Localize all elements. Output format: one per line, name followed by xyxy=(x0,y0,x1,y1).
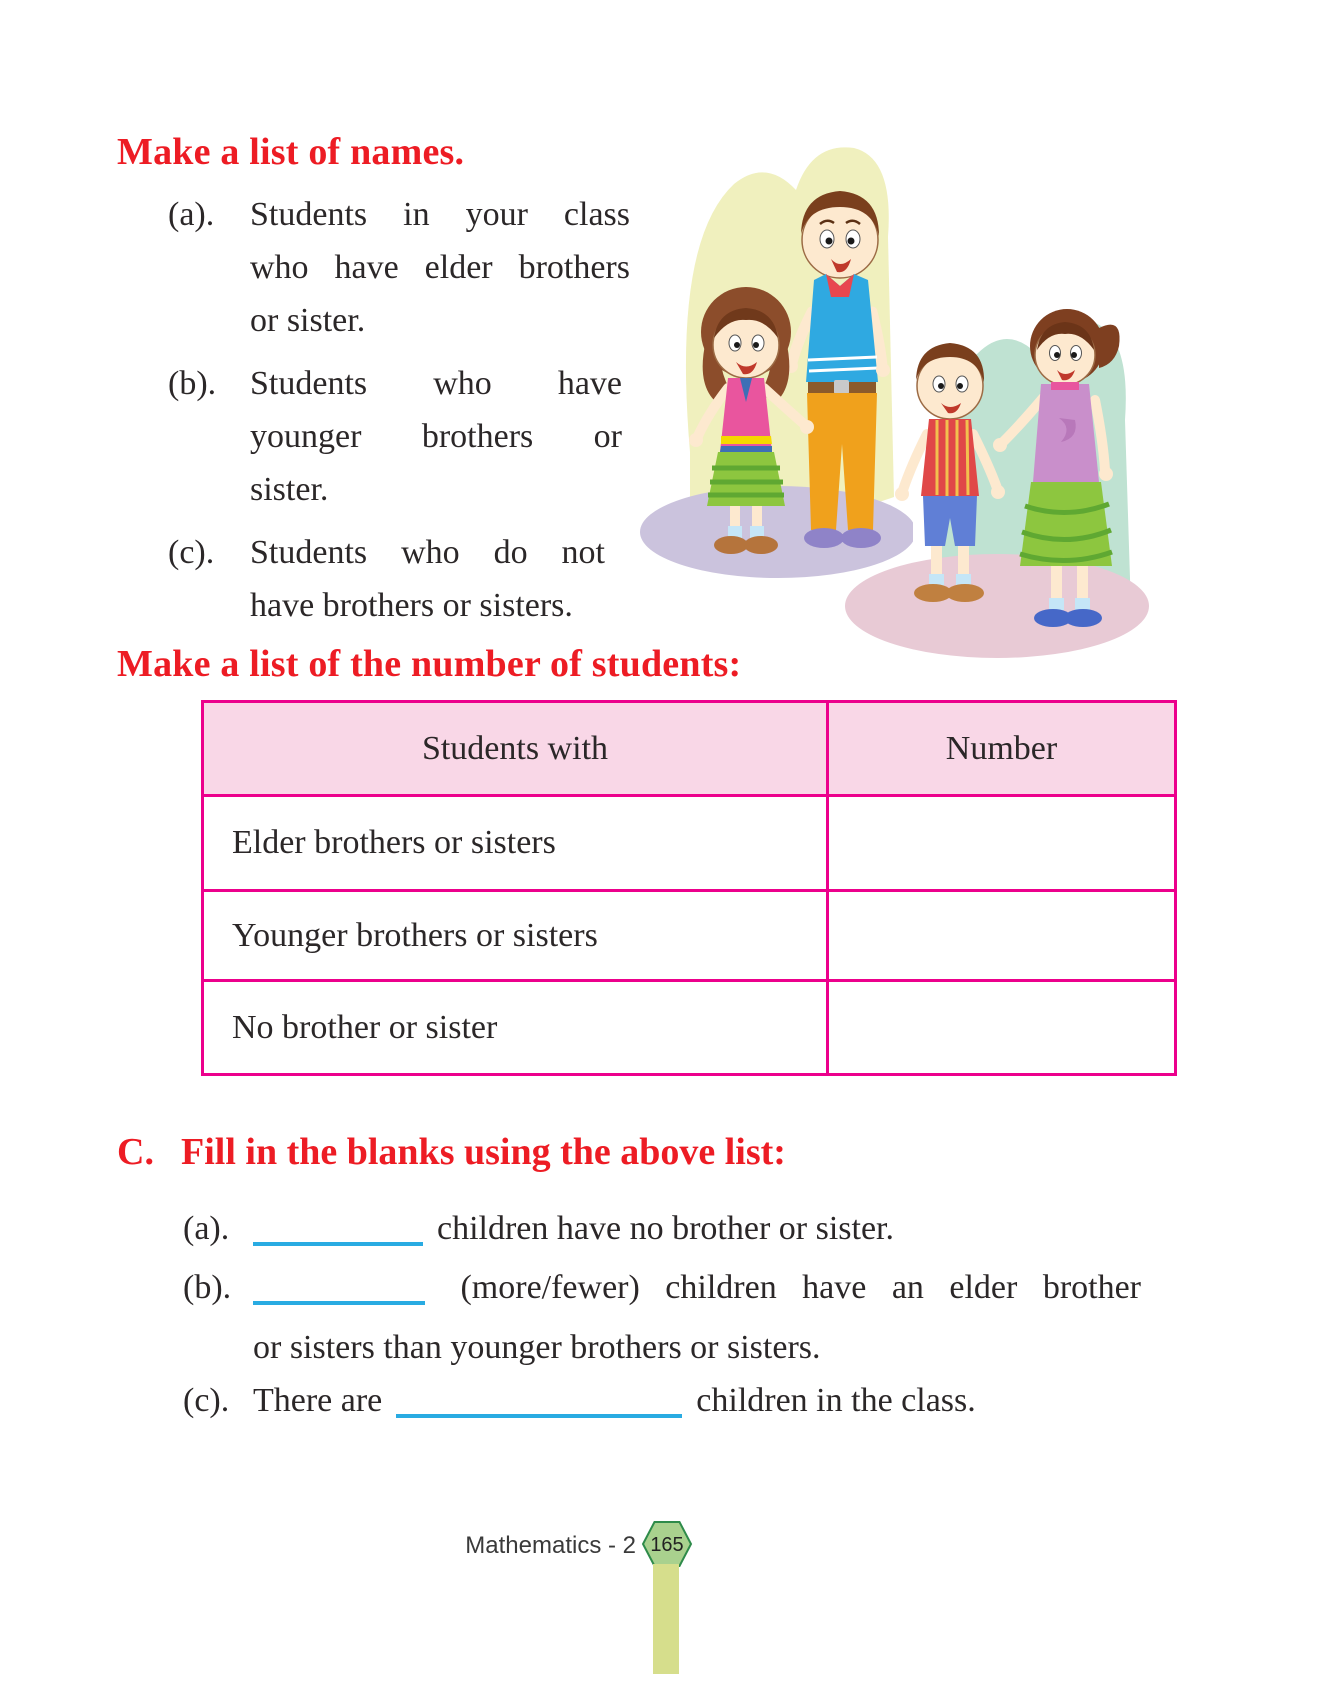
text-line xyxy=(253,1258,1141,1318)
fill-item-content xyxy=(253,1374,976,1427)
column-header-students-with: Students with xyxy=(203,702,828,796)
students-number-table xyxy=(201,700,1177,1076)
fill-item-label: (a). xyxy=(183,1210,230,1247)
list-item-label: (a). xyxy=(168,196,215,233)
list-item-text xyxy=(250,357,622,516)
fill-item-content xyxy=(253,1258,1141,1378)
list-item-b xyxy=(168,357,648,516)
row-label: Elder brothers or sisters xyxy=(203,796,828,891)
fill-item-text: children have no brother or sister. xyxy=(437,1210,894,1247)
page-number-badge xyxy=(641,1520,693,1568)
fill-item-content xyxy=(253,1202,894,1255)
children-illustration-2 xyxy=(845,258,1150,670)
fill-item-text: There are xyxy=(253,1382,383,1419)
text-line: Students in your class xyxy=(250,196,630,233)
list-item-label: (c). xyxy=(168,534,215,571)
table-row xyxy=(203,891,1176,981)
fill-item-label: (c). xyxy=(183,1382,230,1419)
text-line: Students who have xyxy=(250,365,622,402)
answer-blank[interactable] xyxy=(396,1388,682,1418)
footer-ribbon xyxy=(653,1564,679,1674)
list-item-a xyxy=(168,188,648,347)
table-header-row xyxy=(203,702,1176,796)
table-row xyxy=(203,981,1176,1075)
fill-item-label: (b). xyxy=(183,1269,232,1306)
text-line: or sister. xyxy=(250,302,366,339)
page-number: 165 xyxy=(650,1534,684,1556)
fill-blank-item-a xyxy=(183,1202,894,1255)
text-line: sister. xyxy=(250,471,329,508)
answer-blank[interactable] xyxy=(253,1275,425,1305)
list-item-c xyxy=(168,526,648,632)
fill-blank-item-b xyxy=(183,1258,1141,1378)
heading-make-list-of-numbers: Make a list of the number of students: xyxy=(117,643,742,685)
text-line: have brothers or sisters. xyxy=(250,587,573,624)
table-row xyxy=(203,796,1176,891)
list-item-text xyxy=(250,188,630,347)
text-line: younger brothers or xyxy=(250,418,622,455)
list-item-label: (b). xyxy=(168,365,217,402)
floor-shadow xyxy=(845,554,1149,658)
answer-blank[interactable] xyxy=(253,1216,423,1246)
list-item-text xyxy=(250,526,605,632)
name-list xyxy=(168,188,648,642)
section-c-label: C. xyxy=(117,1131,154,1173)
text-line: who have elder brothers xyxy=(250,249,630,286)
column-header-number: Number xyxy=(828,702,1176,796)
heading-make-list-of-names: Make a list of names. xyxy=(117,131,465,173)
footer-book-title: Mathematics - 2 xyxy=(465,1532,636,1559)
number-cell-blank[interactable] xyxy=(828,981,1176,1075)
number-cell-blank[interactable] xyxy=(828,796,1176,891)
row-label: Younger brothers or sisters xyxy=(203,891,828,981)
fill-item-text: (more/fewer) children have an elder brother xyxy=(460,1269,1141,1306)
row-label: No brother or sister xyxy=(203,981,828,1075)
number-cell-blank[interactable] xyxy=(828,891,1176,981)
text-line: or sisters than younger brothers or sisters. xyxy=(253,1329,821,1366)
text-line: Students who do not xyxy=(250,534,605,571)
fill-item-text: children in the class. xyxy=(696,1382,976,1419)
heading-fill-in-the-blanks: Fill in the blanks using the above list: xyxy=(181,1131,786,1173)
fill-blank-item-c xyxy=(183,1374,976,1427)
